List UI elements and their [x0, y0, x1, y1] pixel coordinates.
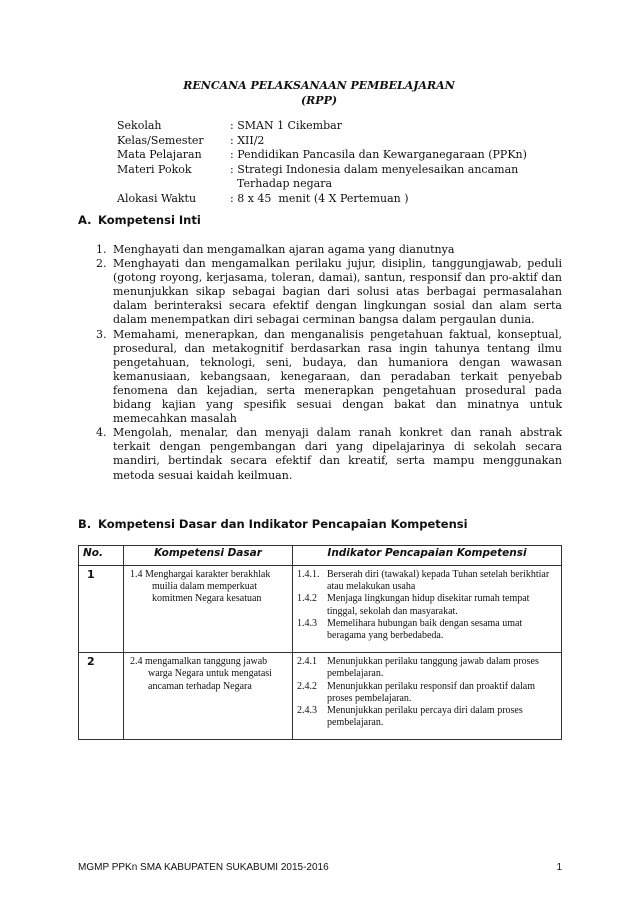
document-subtitle: (RPP) [300, 94, 338, 107]
section-b-heading [78, 517, 468, 531]
list-item [96, 257, 562, 327]
indicator-text: Menjaga lingkungan hidup disekitar rumah tempat tinggal, sekolah dan masyarakat. [327, 593, 530, 617]
indicator-item [297, 569, 557, 593]
identity-value: : SMAN 1 Cikembar [230, 119, 342, 132]
column-header-no: No. [79, 546, 124, 566]
list-item [96, 243, 562, 257]
indicator-text: Menunjukkan perilaku tanggung jawab dalam proses pembelajaran. [327, 656, 539, 680]
list-text: Menghayati dan mengamalkan ajaran agama yang dianutnya [113, 243, 455, 256]
indicator-cell [293, 566, 562, 653]
identity-value: : XII/2 [230, 133, 265, 147]
list-item [96, 426, 562, 482]
indicator-item [297, 705, 557, 729]
indicator-text: Menunjukkan perilaku responsif dan proaktif dalam proses pembelajaran. [327, 680, 535, 704]
indicator-code: 2.4.1 [297, 656, 317, 668]
indicator-text: Menunjukkan perilaku percaya diri dalam proses pembelajaran. [327, 705, 523, 729]
identity-key [117, 177, 230, 192]
table-row [79, 653, 562, 740]
row-number: 1 [79, 566, 124, 653]
kd-cell [124, 653, 293, 740]
footer-text: MGMP PPKn SMA KABUPATEN SUKABUMI 2015-2016 [78, 862, 329, 873]
list-text: Memahami, menerapkan, dan menganalisis pengetahuan faktual, konseptual, prosedural, dan metakognitif berdasarkan rasa ingin tahunya tentang ilmu pengetahuan, teknologi, seni, budaya, dan humaniora dengan wawasan kemanusiaan, kebangsaan, kenegaraan, dan peradaban terkait penyebab fenomena dan kejadian, serta menerapkan pengetahuan prosedural pada bidang kajian yang spesifik sesuai dengan bakat dan minatnya untuk memecahkan masalah [113, 327, 562, 426]
page-footer [78, 862, 562, 873]
identity-row [117, 148, 560, 163]
identity-value: : 8 x 45 menit (4 X Pertemuan ) [230, 191, 409, 205]
column-header-kd: Kompetensi Dasar [124, 546, 293, 566]
competency-table [78, 545, 562, 740]
document-title: RENCANA PELAKSANAAN PEMBELAJARAN [183, 79, 455, 92]
kd-cell [124, 566, 293, 653]
identity-key: Mata Pelajaran [117, 148, 202, 161]
indicator-code: 2.4.3 [297, 705, 317, 717]
list-item [96, 328, 562, 427]
indicator-cell [293, 653, 562, 740]
indicator-text: Berserah diri (tawakal) kepada Tuhan setelah berikhtiar atau melakukan usaha [327, 569, 550, 593]
kompetensi-inti-list [96, 243, 562, 483]
identity-value: Terhadap negara [230, 177, 333, 190]
indicator-item [297, 656, 557, 680]
indicator-code: 1.4.1. [297, 569, 320, 580]
identity-key: Materi Pokok [117, 162, 192, 176]
identity-row [117, 134, 560, 149]
list-number: 3. [96, 327, 107, 341]
section-title: Kompetensi Inti [98, 213, 201, 227]
list-number: 1. [96, 243, 107, 256]
indicator-text: Memelihara hubungan baik dengan sesama umat beragama yang berbedabeda. [327, 617, 523, 642]
table-header-row [79, 546, 562, 566]
row-number: 2 [79, 653, 124, 740]
identity-key: Kelas/Semester [117, 133, 204, 147]
identity-row [117, 192, 560, 207]
identity-row [117, 163, 560, 178]
column-header-indicator: Indikator Pencapaian Kompetensi [293, 546, 562, 566]
indicator-item [297, 618, 557, 642]
identity-value: : Strategi Indonesia dalam menyelesaikan ancaman [230, 162, 519, 176]
identity-row [117, 119, 560, 134]
section-letter: A. [78, 213, 92, 227]
identity-row [117, 177, 560, 192]
indicator-item [297, 593, 557, 617]
section-a-heading [78, 213, 201, 227]
identity-key: Alokasi Waktu [117, 191, 197, 205]
section-letter: B. [78, 517, 92, 531]
list-text: Menghayati dan mengamalkan perilaku jujur, disiplin, tanggungjawab, peduli (gotong royong, kerjasama, toleran, damai), santun, responsif dan pro-aktif dan menunjukkan sikap sebagai bagian dari solusi atas berbagai permasalahan dalam berinteraksi secara efektif dengan lingkungan sosial dan alam serta dalam menempatkan diri sebagai cerminan bangsa dalam pergaulan dunia. [113, 257, 562, 327]
table-row [79, 566, 562, 653]
page-number: 1 [556, 862, 562, 873]
indicator-code: 2.4.2 [297, 680, 317, 692]
identity-value: : Pendidikan Pancasila dan Kewarganegaraan (PPKn) [230, 148, 527, 161]
identity-key: Sekolah [117, 119, 162, 132]
list-number: 2. [96, 257, 107, 271]
section-title: Kompetensi Dasar dan Indikator Pencapaian Kompetensi [98, 517, 468, 531]
kd-text: 1.4 Menghargai karakter berakhlak muilia dalam memperkuat komitmen Negara kesatuan [130, 569, 271, 605]
kd-text: 2.4 mengamalkan tanggung jawab warga Negara untuk mengatasi ancaman terhadap Negara [130, 656, 272, 692]
list-text: Mengolah, menalar, dan menyaji dalam ranah konkret dan ranah abstrak terkait dengan pengembangan dari yang dipelajarinya di sekolah secara mandiri, bertindak secara efektif dan kreatif, serta mampu menggunakan metoda sesuai kaidah keilmuan. [113, 426, 562, 482]
list-number: 4. [96, 426, 107, 440]
identity-block [117, 119, 560, 206]
indicator-item [297, 681, 557, 705]
indicator-code: 1.4.2 [297, 593, 317, 605]
indicator-code: 1.4.3 [297, 617, 317, 629]
